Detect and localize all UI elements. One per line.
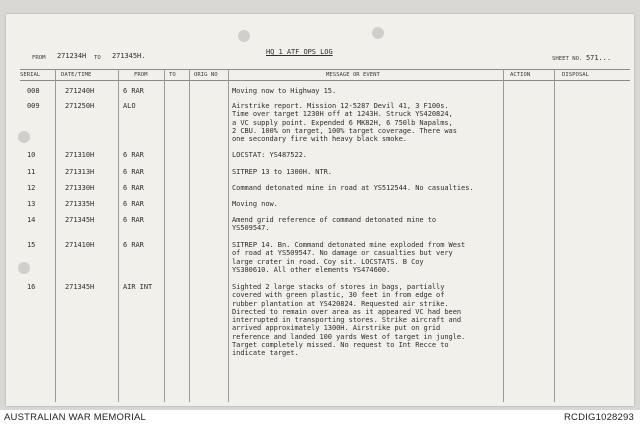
row-from: ALO [123, 102, 136, 110]
row-message: LOCSTAT: YS487522. [232, 151, 307, 159]
sheet-number: 571... [586, 54, 611, 62]
column-divider [503, 69, 504, 402]
row-serial: 14 [27, 216, 36, 224]
row-time: 271240H [65, 87, 95, 95]
row-message: Moving now. [232, 200, 278, 208]
row-from: 6 RAR [123, 151, 144, 159]
row-from: 6 RAR [123, 87, 144, 95]
header-bottom-rule [20, 80, 630, 81]
row-serial: 15 [27, 241, 36, 249]
column-divider [228, 69, 229, 402]
punch-hole [372, 27, 384, 39]
column-divider [189, 69, 190, 402]
footer-record-id: RCDIG1028293 [564, 412, 634, 423]
row-serial: 009 [27, 102, 40, 110]
punch-hole [18, 262, 30, 274]
row-from: 6 RAR [123, 216, 144, 224]
col-serial: SERIAL [20, 72, 41, 78]
column-divider [164, 69, 165, 402]
row-message: Command detonated mine in road at YS512544. No casualties. [232, 184, 474, 192]
ops-log-sheet [6, 14, 634, 406]
row-serial: 16 [27, 283, 36, 291]
row-time: 271345H [65, 283, 95, 291]
row-serial: 10 [27, 151, 36, 159]
row-message: SITREP 14. Bn. Command detonated mine exploded from West of road at YS509547. No damage or casualties but very large crater in road. Coy sit. LOCSTATS. B Coy YS380610. All other elements YS474600. [232, 241, 466, 274]
row-from: 6 RAR [123, 241, 144, 249]
punch-hole [18, 131, 30, 143]
column-divider [554, 69, 555, 402]
row-serial: 13 [27, 200, 36, 208]
row-time: 271345H [65, 216, 95, 224]
column-divider [55, 69, 56, 402]
punch-hole [238, 30, 250, 42]
row-time: 271310H [65, 151, 95, 159]
row-from: AIR INT [123, 283, 153, 291]
footer-institution: AUSTRALIAN WAR MEMORIAL [4, 412, 147, 423]
row-serial: 12 [27, 184, 36, 192]
col-from: FROM [134, 72, 148, 78]
row-message: Moving now to Highway 15. [232, 87, 337, 95]
sheet-label: SHEET NO. [552, 56, 583, 62]
col-message: MESSAGE OR EVENT [326, 72, 380, 78]
header-top-rule [20, 69, 630, 70]
row-time: 271330H [65, 184, 95, 192]
row-from: 6 RAR [123, 184, 144, 192]
from-value: 271234H [57, 52, 87, 60]
row-message: SITREP 13 to 1300H. NTR. [232, 168, 332, 176]
from-label: FROM [32, 55, 46, 61]
archive-footer [0, 410, 640, 426]
row-serial: 008 [27, 87, 40, 95]
col-to: TO [169, 72, 176, 78]
row-message: Amend grid reference of command detonated mine to YS509547. [232, 216, 437, 233]
row-time: 271313H [65, 168, 95, 176]
to-label: TO [94, 55, 101, 61]
col-disposal: DISPOSAL [562, 72, 589, 78]
col-datetime: DATE/TIME [61, 72, 92, 78]
row-time: 271335H [65, 200, 95, 208]
row-from: 6 RAR [123, 200, 144, 208]
row-from: 6 RAR [123, 168, 144, 176]
col-orig-no: ORIG NO [194, 72, 218, 78]
row-time: 271410H [65, 241, 95, 249]
column-divider [118, 69, 119, 402]
to-value: 271345H. [112, 52, 146, 60]
col-action: ACTION [510, 72, 531, 78]
row-message: Sighted 2 large stacks of stores in bags, partially covered with green plastic, 30 feet in from edge of rubber plantation at YS420824. Requested air strike. Directed to remain over area as it appeared VC had been interrupted in transporting stores. Strike aircraft and arrived approximately 1300H. Airstrike put on grid reference and landed 100 yards West of target in jungle. Target completely missed. No request to Int Recce to indicate target. [232, 283, 466, 358]
row-time: 271250H [65, 102, 95, 110]
row-serial: 11 [27, 168, 36, 176]
row-message: Airstrike report. Mission 12-5287 Devil 41, 3 F100s. Time over target 1230H off at 1243H. Struck YS420824, a VC supply point. Expended 6 MK82H, 6 750lb Napalms, 2 CBU. 100% on target, 100% target coverage. There was one secondary fire with heavy black smoke. [232, 102, 457, 144]
log-title: HQ 1 ATF OPS LOG [266, 48, 333, 56]
